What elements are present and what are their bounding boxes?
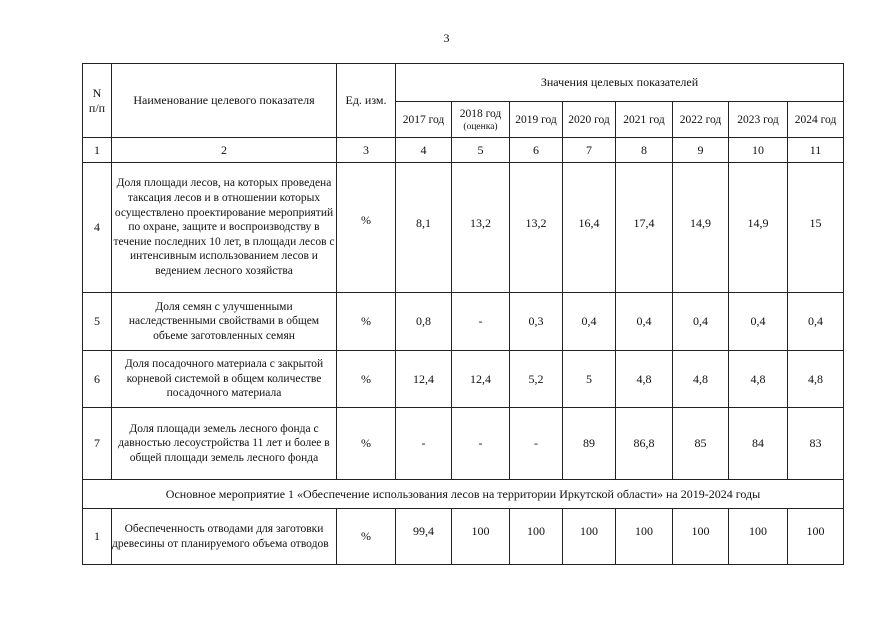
unit-cell: % xyxy=(337,408,396,480)
section-title: Основное мероприятие 1 «Обеспечение использования лесов на территории Иркутской области» на 2019-2024 годы xyxy=(83,480,844,509)
column-number: 2 xyxy=(112,138,337,163)
unit-cell: % xyxy=(337,163,396,293)
column-number: 10 xyxy=(729,138,788,163)
column-number-row xyxy=(83,138,844,163)
value-cell: 100 xyxy=(729,509,788,565)
value-cell: 14,9 xyxy=(729,163,788,293)
value-cell: 0,4 xyxy=(788,293,844,351)
year-header: 2021 год xyxy=(616,102,673,138)
value-cell: 13,2 xyxy=(452,163,510,293)
column-number: 3 xyxy=(337,138,396,163)
value-cell: 12,4 xyxy=(452,351,510,408)
table-row xyxy=(83,351,844,408)
value-cell: 14,9 xyxy=(673,163,729,293)
header-row-top xyxy=(83,64,844,102)
year-header: 2020 год xyxy=(563,102,616,138)
column-number: 9 xyxy=(673,138,729,163)
value-cell: 15 xyxy=(788,163,844,293)
value-cell: 0,4 xyxy=(616,293,673,351)
column-number: 4 xyxy=(396,138,452,163)
year-header: 2023 год xyxy=(729,102,788,138)
indicator-name: Обеспеченность отводами для заготовки древесины от планируемого объема отводов xyxy=(112,509,337,565)
row-number: 5 xyxy=(83,293,112,351)
value-cell: 13,2 xyxy=(510,163,563,293)
target-indicators-table xyxy=(82,63,844,565)
value-cell: - xyxy=(452,293,510,351)
indicator-name: Доля посадочного материала с закрытой корневой системой в общем количестве посадочного материала xyxy=(112,351,337,408)
year-header: 2019 год xyxy=(510,102,563,138)
row-number: 7 xyxy=(83,408,112,480)
value-cell: 100 xyxy=(452,509,510,565)
indicator-name: Доля семян с улучшенными наследственными свойствами в общем объеме заготовленных семян xyxy=(112,293,337,351)
value-cell: 5 xyxy=(563,351,616,408)
value-cell: 4,8 xyxy=(788,351,844,408)
indicator-name: Доля площади земель лесного фонда с давностью лесоустройства 11 лет и более в общей площади земель лесного фонда xyxy=(112,408,337,480)
value-cell: 4,8 xyxy=(616,351,673,408)
unit-cell: % xyxy=(337,293,396,351)
value-cell: 0,4 xyxy=(729,293,788,351)
row-number: 6 xyxy=(83,351,112,408)
year-header: 2024 год xyxy=(788,102,844,138)
value-cell: 8,1 xyxy=(396,163,452,293)
value-cell: 100 xyxy=(788,509,844,565)
table-row xyxy=(83,509,844,565)
unit-cell: % xyxy=(337,509,396,565)
value-cell: 100 xyxy=(563,509,616,565)
value-cell: 100 xyxy=(673,509,729,565)
table-row xyxy=(83,293,844,351)
value-cell: 84 xyxy=(729,408,788,480)
value-cell: 100 xyxy=(510,509,563,565)
page-number: 3 xyxy=(443,31,450,45)
value-cell: 0,4 xyxy=(673,293,729,351)
value-cell: - xyxy=(452,408,510,480)
column-number: 6 xyxy=(510,138,563,163)
indicator-name: Доля площади лесов, на которых проведена таксация лесов и в отношении которых осуществлено проектирование мероприятий по охране, защите и воспроизводству в течение последних 10 лет, в площади лесов с интенсивным использованием лесов и ведением лесного хозяйства xyxy=(112,163,337,293)
value-cell: 99,4 xyxy=(396,509,452,565)
value-cell: 0,8 xyxy=(396,293,452,351)
value-cell: 17,4 xyxy=(616,163,673,293)
value-cell: 83 xyxy=(788,408,844,480)
column-number: 1 xyxy=(83,138,112,163)
value-cell: 4,8 xyxy=(729,351,788,408)
value-cell: - xyxy=(510,408,563,480)
section-row xyxy=(83,480,844,509)
column-number: 5 xyxy=(452,138,510,163)
header-values-cell: Значения целевых показателей xyxy=(396,64,844,102)
column-number: 11 xyxy=(788,138,844,163)
header-num-cell: N п/п xyxy=(83,64,112,138)
value-cell: - xyxy=(396,408,452,480)
header-unit-cell: Ед. изм. xyxy=(337,64,396,138)
table-row xyxy=(83,408,844,480)
unit-cell: % xyxy=(337,351,396,408)
value-cell: 100 xyxy=(616,509,673,565)
value-cell: 5,2 xyxy=(510,351,563,408)
value-cell: 16,4 xyxy=(563,163,616,293)
year-header: 2018 год (оценка) xyxy=(452,102,510,138)
value-cell: 0,3 xyxy=(510,293,563,351)
header-name-cell: Наименование целевого показателя xyxy=(112,64,337,138)
value-cell: 85 xyxy=(673,408,729,480)
value-cell: 89 xyxy=(563,408,616,480)
year-header: 2022 год xyxy=(673,102,729,138)
value-cell: 12,4 xyxy=(396,351,452,408)
value-cell: 4,8 xyxy=(673,351,729,408)
row-number: 1 xyxy=(83,509,112,565)
column-number: 7 xyxy=(563,138,616,163)
value-cell: 0,4 xyxy=(563,293,616,351)
year-header: 2017 год xyxy=(396,102,452,138)
value-cell: 86,8 xyxy=(616,408,673,480)
column-number: 8 xyxy=(616,138,673,163)
table-row xyxy=(83,163,844,293)
row-number: 4 xyxy=(83,163,112,293)
